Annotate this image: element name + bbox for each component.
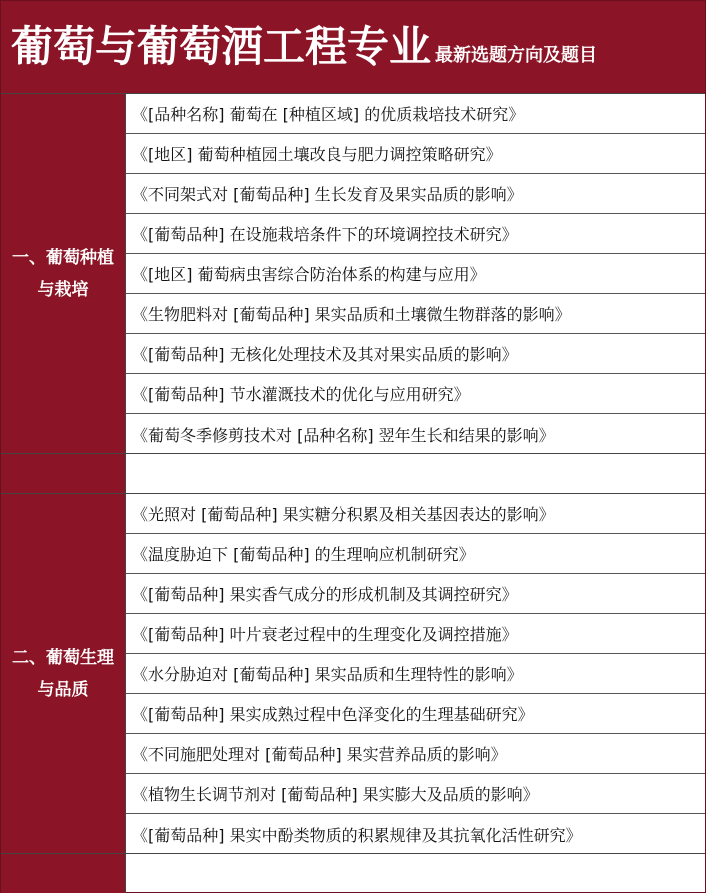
empty-label-cell [1, 454, 126, 494]
topic-item: 《生物肥料对 [葡萄品种] 果实品质和土壤微生物群落的影响》 [126, 294, 705, 334]
topic-item: 《不同施肥处理对 [葡萄品种] 果实营养品质的影响》 [126, 734, 705, 774]
topic-item: 《光照对 [葡萄品种] 果实糖分积累及相关基因表达的影响》 [126, 494, 705, 534]
topic-item: 《温度胁迫下 [葡萄品种] 的生理响应机制研究》 [126, 534, 705, 574]
header-banner [1, 1, 705, 93]
topic-item: 《[葡萄品种] 果实成熟过程中色泽变化的生理基础研究》 [126, 694, 705, 734]
topic-item: 《[葡萄品种] 叶片衰老过程中的生理变化及调控措施》 [126, 614, 705, 654]
topic-item: 《植物生长调节剂对 [葡萄品种] 果实膨大及品质的影响》 [126, 774, 705, 814]
topic-item: 《[地区] 葡萄病虫害综合防治体系的构建与应用》 [126, 254, 705, 294]
topic-item: 《[葡萄品种] 果实中酚类物质的积累规律及其抗氧化活性研究》 [132, 825, 582, 845]
section-label: 一、葡萄种植与栽培 [1, 94, 126, 454]
topic-item: 《[葡萄品种] 节水灌溉技术的优化与应用研究》 [126, 374, 705, 414]
topic-item: 《[品种名称] 葡萄在 [种植区域] 的优质栽培技术研究》 [126, 94, 705, 134]
section-label: 二、葡萄生理与品质 [1, 494, 126, 854]
topic-item: 《[葡萄品种] 无核化处理技术及其对果实品质的影响》 [126, 334, 705, 374]
topic-item: 《[葡萄品种] 在设施栽培条件下的环境调控技术研究》 [126, 214, 705, 254]
topic-item: 《葡萄冬季修剪技术对 [品种名称] 翌年生长和结果的影响》 [132, 425, 555, 445]
topic-item: 《水分胁迫对 [葡萄品种] 果实品质和生理特性的影响》 [126, 654, 705, 694]
empty-row [1, 453, 705, 494]
page-subtitle: 最新选题方向及题目 [435, 45, 598, 66]
section-physiology [1, 493, 705, 854]
topic-list [126, 494, 705, 854]
empty-label-cell [1, 854, 126, 893]
page-title: 葡萄与葡萄酒工程专业 [11, 22, 432, 71]
empty-row [1, 853, 705, 893]
empty-cell [126, 454, 705, 494]
topic-item: 《不同架式对 [葡萄品种] 生长发育及果实品质的影响》 [126, 174, 705, 214]
topic-list [126, 94, 705, 454]
topic-item: 《[地区] 葡萄种植园土壤改良与肥力调控策略研究》 [126, 134, 705, 174]
section-cultivation [1, 93, 705, 454]
empty-cell [126, 854, 705, 893]
topic-item: 《[葡萄品种] 果实香气成分的形成机制及其调控研究》 [126, 574, 705, 614]
